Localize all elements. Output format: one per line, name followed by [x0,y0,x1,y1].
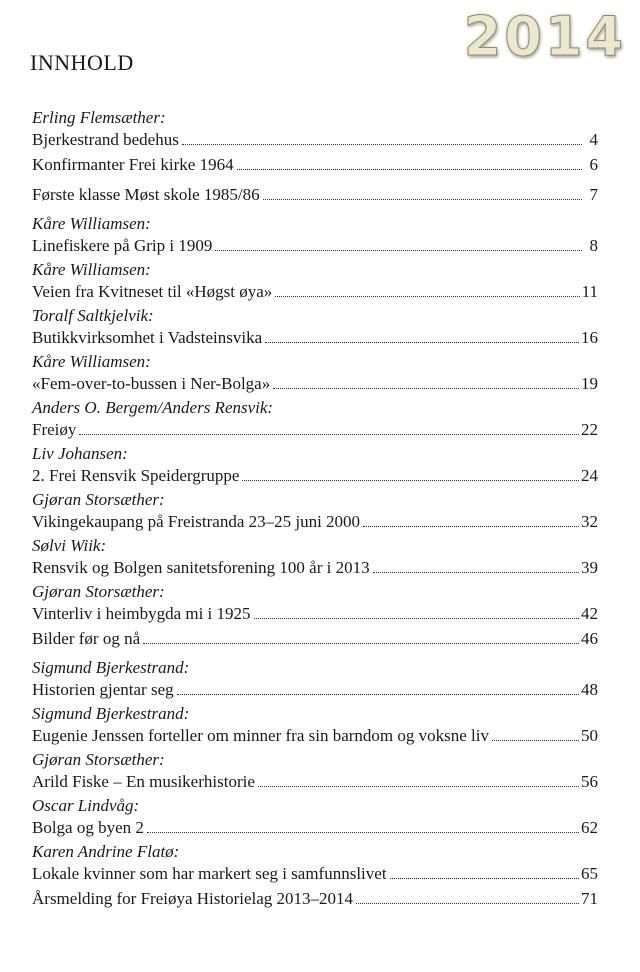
toc-row [32,770,598,794]
toc-title: Vikingekaupang på Freistranda 23–25 juni 2000 [32,512,361,531]
dot-leader [237,169,582,170]
toc-author: Toralf Saltkjelvik: [32,306,154,325]
toc-page-number: 16 [581,328,598,347]
toc-page-number: 11 [581,282,598,301]
toc-page-number: 62 [581,818,598,837]
toc-title: Historien gjentar seg [32,680,174,699]
toc-title: Bjerkestrand bedehus [32,130,179,149]
toc-row [32,153,598,177]
toc-entry [32,397,598,442]
toc-entry [32,305,598,350]
toc-entry [32,795,598,840]
toc-page-number: 46 [581,629,598,648]
toc-row [32,464,598,488]
toc-title: Freiøy [32,420,77,439]
toc-author: Kåre Williamsen: [32,352,151,371]
toc-row [32,510,598,534]
dot-leader [492,740,579,741]
dot-leader [263,199,582,200]
toc-title: Veien fra Kvitneset til «Høgst øya» [32,282,273,301]
toc-title: Linefiskere på Grip i 1909 [32,236,213,255]
dot-leader [356,903,579,904]
dot-leader [265,342,579,343]
toc-title: Eugenie Jenssen forteller om minner fra sin barndom og voksne liv [32,726,489,745]
toc-author: Erling Flemsæther: [32,108,166,127]
toc-author: Oscar Lindvåg: [32,796,140,815]
toc-row [32,627,598,651]
dot-leader [143,643,579,644]
toc-row [32,724,598,748]
table-of-contents [32,107,598,917]
toc-row [32,183,598,207]
toc-page-number: 19 [581,374,598,393]
toc-entry [32,351,598,396]
page-title: INNHOLD [30,50,134,75]
toc-entry [32,703,598,748]
toc-entry [32,841,598,886]
toc-row [32,602,598,626]
toc-entry [32,627,598,651]
toc-author: Gjøran Storsæther: [32,490,165,509]
toc-title: Første klasse Møst skole 1985/86 [32,185,260,204]
dot-leader [182,144,582,145]
toc-row [32,862,598,886]
toc-entry [32,213,598,258]
toc-row [32,128,598,152]
dot-leader [254,618,579,619]
dot-leader [363,526,579,527]
toc-title: Rensvik og Bolgen sanitetsforening 100 år i 2013 [32,558,370,577]
toc-page-number: 39 [581,558,598,577]
toc-author: Karen Andrine Flatø: [32,842,180,861]
toc-author: Anders O. Bergem/Anders Rensvik: [32,398,274,417]
dot-leader [258,786,579,787]
toc-row [32,418,598,442]
toc-row [32,556,598,580]
toc-author: Sigmund Bjerkestrand: [32,704,190,723]
toc-row [32,326,598,350]
toc-entry [32,259,598,304]
toc-entry [32,153,598,177]
toc-page-number: 7 [589,185,598,204]
toc-page-number: 22 [581,420,598,439]
toc-page-number: 8 [589,236,598,255]
toc-page-number: 50 [581,726,598,745]
toc-entry [32,887,598,911]
toc-author: Kåre Williamsen: [32,260,151,279]
toc-title: 2. Frei Rensvik Speidergruppe [32,466,240,485]
toc-row [32,234,598,258]
toc-author: Gjøran Storsæther: [32,750,165,769]
toc-page-number: 24 [581,466,598,485]
toc-title: «Fem-over-to-bussen i Ner-Bolga» [32,374,271,393]
toc-page-number: 6 [589,155,598,174]
toc-author: Gjøran Storsæther: [32,582,165,601]
toc-author: Sigmund Bjerkestrand: [32,658,190,677]
toc-title: Vinterliv i heimbygda mi i 1925 [32,604,251,623]
dot-leader [79,434,579,435]
toc-entry [32,657,598,702]
toc-entry [32,489,598,534]
toc-author: Kåre Williamsen: [32,214,151,233]
toc-entry [32,581,598,626]
dot-leader [215,250,582,251]
dot-leader [273,388,579,389]
toc-title: Arild Fiske – En musikerhistorie [32,772,255,791]
toc-title: Konfirmanter Frei kirke 1964 [32,155,234,174]
toc-row [32,816,598,840]
toc-row [32,280,598,304]
toc-title: Butikkvirksomhet i Vadsteinsvika [32,328,263,347]
toc-entry [32,183,598,207]
toc-entry [32,107,598,152]
year-label: 2014 [463,5,626,68]
toc-title: Bilder før og nå [32,629,141,648]
dot-leader [177,694,579,695]
toc-entry [32,443,598,488]
dot-leader [373,572,579,573]
toc-page-number: 4 [589,130,598,149]
toc-page-number: 42 [581,604,598,623]
toc-page-number: 65 [581,864,598,883]
dot-leader [390,878,579,879]
toc-author: Sølvi Wiik: [32,536,107,555]
toc-author: Liv Johansen: [32,444,128,463]
toc-page-number: 32 [581,512,598,531]
dot-leader [147,832,579,833]
toc-page-number: 56 [581,772,598,791]
toc-page-number: 48 [581,680,598,699]
dot-leader [242,480,579,481]
toc-title: Bolga og byen 2 [32,818,144,837]
toc-row [32,678,598,702]
toc-page-number: 71 [581,889,598,908]
toc-entry [32,535,598,580]
toc-entry [32,749,598,794]
toc-row [32,372,598,396]
toc-row [32,887,598,911]
toc-title: Årsmelding for Freiøya Historielag 2013–2014 [32,889,354,908]
toc-title: Lokale kvinner som har markert seg i samfunnslivet [32,864,387,883]
dot-leader [275,296,579,297]
